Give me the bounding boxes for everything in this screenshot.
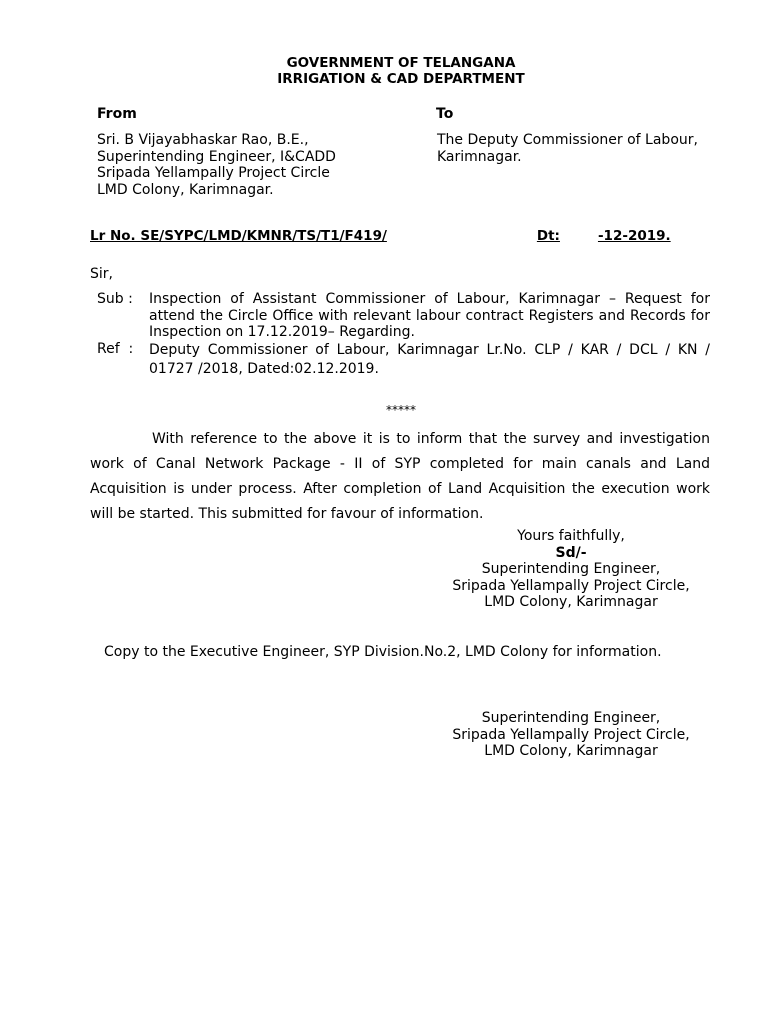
from-line-name: Sri. B Vijayabhaskar Rao, B.E., <box>97 132 309 148</box>
from-address <box>97 132 336 198</box>
from-line-location: LMD Colony, Karimnagar. <box>97 181 274 198</box>
letter-number: Lr No. SE/SYPC/LMD/KMNR/TS/T1/F419/ <box>90 228 387 244</box>
footer-location: LMD Colony, Karimnagar <box>484 743 658 759</box>
closing-sd: Sd/- <box>555 544 587 561</box>
header-department: IRRIGATION & CAD DEPARTMENT <box>277 71 525 87</box>
footer-designation: Superintending Engineer, <box>481 710 661 726</box>
closing-signature <box>440 528 702 611</box>
separator-stars: ***** <box>386 403 416 417</box>
to-address <box>437 132 698 165</box>
body-text: With reference to the above it is to inform that the survey and investigation work of Canal Network Package - II of SYP completed for main canals and Land Acquisition is under process. After completion of Land Acquisition the execution work will be started. This submitted for favour of information. <box>90 431 710 522</box>
copy-to-line: Copy to the Executive Engineer, SYP Division.No.2, LMD Colony for information. <box>104 644 662 660</box>
footer-signature <box>440 710 702 760</box>
letter-reference-line <box>90 228 680 244</box>
closing-yours-faithfully: Yours faithfully, <box>517 528 625 544</box>
salutation: Sir, <box>90 266 113 282</box>
to-line-recipient: The Deputy Commissioner of Labour, <box>437 132 698 148</box>
from-label: From <box>97 106 137 122</box>
closing-circle: Sripada Yellampally Project Circle, <box>452 577 690 594</box>
subject-text: Inspection of Assistant Commissioner of Labour, Karimnagar – Request for attend the Circle Office with relevant labour contract Registers and Records for Inspection on 17.12.2019– Regarding. <box>149 291 710 340</box>
from-line-circle: Sripada Yellampally Project Circle <box>97 165 330 181</box>
subject-label: Sub : <box>97 291 133 307</box>
body-paragraph <box>90 427 710 527</box>
reference-label: Ref : <box>97 341 134 357</box>
closing-designation: Superintending Engineer, <box>481 561 661 577</box>
to-line-location: Karimnagar. <box>437 148 522 165</box>
to-label: To <box>436 106 454 122</box>
reference-text: Deputy Commissioner of Labour, Karimnagar Lr.No. CLP / KAR / DCL / KN / 01727 /2018, Dated:02.12.2019. <box>149 342 710 377</box>
footer-circle: Sripada Yellampally Project Circle, <box>452 726 690 743</box>
from-line-designation: Superintending Engineer, I&CADD <box>97 148 336 165</box>
header-government: GOVERNMENT OF TELANGANA <box>286 55 516 71</box>
letter-date-label: Dt: <box>536 228 560 244</box>
letter-date-value: -12-2019. <box>597 228 671 244</box>
closing-location: LMD Colony, Karimnagar <box>484 594 658 610</box>
